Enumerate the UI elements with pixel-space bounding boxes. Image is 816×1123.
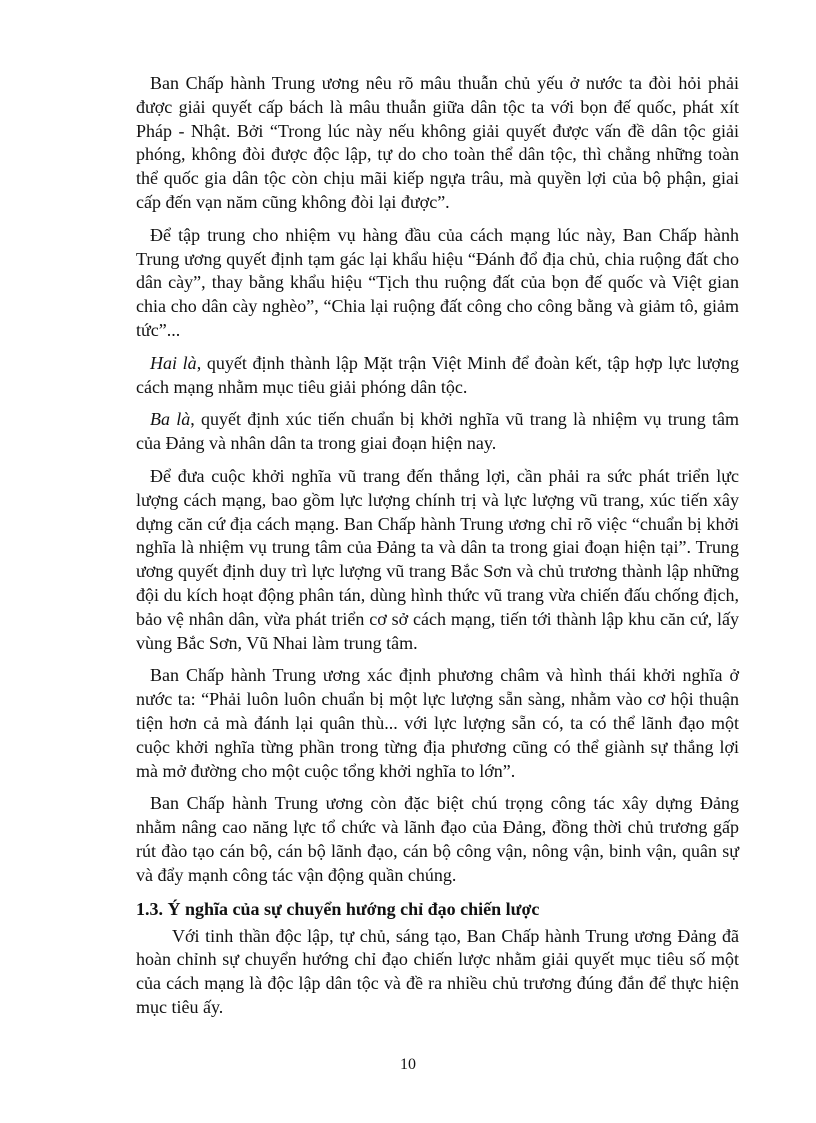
paragraph-6: Ban Chấp hành Trung ương xác định phương châm và hình thái khởi nghĩa ở nước ta: “Phải luôn luôn chuẩn bị một lực lượng sẵn sàng, nhằm vào cơ hội thuận tiện hơn cả mà đánh lại quân thù... với lực lượng sẵn có, ta có thể lãnh đạo một cuộc khởi nghĩa từng phần trong từng địa phương cũng có thể giành sự thắng lợi mà mở đường cho một cuộc tổng khởi nghĩa to lớn”. [136, 665, 739, 781]
final-paragraph: Với tinh thần độc lập, tự chủ, sáng tạo, Ban Chấp hành Trung ương Đảng đã hoàn chỉnh sự chuyển hướng chỉ đạo chiến lược nhằm giải quyết mục tiêu số một của cách mạng là độc lập dân tộc và đề ra nhiều chủ trương đúng đắn để thực hiện mục tiêu ấy. [136, 925, 739, 1017]
paragraph-2: Để tập trung cho nhiệm vụ hàng đầu của cách mạng lúc này, Ban Chấp hành Trung ương quyết định tạm gác lại khẩu hiệu “Đánh đổ địa chủ, chia ruộng đất cho dân cày”, thay bằng khẩu hiệu “Tịch thu ruộng đất của bọn đế quốc và Việt gian chia cho dân cày nghèo”, “Chia lại ruộng đất công cho công bằng và giảm tô, giảm tức”... [136, 224, 739, 340]
ba-la-lead: Ba là [150, 409, 191, 430]
paragraph-5: Để đưa cuộc khởi nghĩa vũ trang đến thắng lợi, cần phải ra sức phát triển lực lượng cách mạng, bao gồm lực lượng chính trị và lực lượng vũ trang, xúc tiến xây dựng căn cứ địa cách mạng. Ban Chấp hành Trung ương chỉ rõ việc “chuẩn bị khởi nghĩa là nhiệm vụ trung tâm của Đảng ta và dân ta trong giai đoạn hiện tại”. Trung ương quyết định duy trì lực lượng vũ trang Bắc Sơn và chủ trương thành lập những đội du kích hoạt động phân tán, dùng hình thức vũ trang vừa chiến đấu chống địch, bảo vệ nhân dân, vừa phát triển cơ sở cách mạng, tiến tới thành lập khu căn cứ, lấy vùng Bắc Sơn, Vũ Nhai làm trung tâm. [136, 465, 739, 653]
hai-la-text: , quyết định thành lập Mặt trận Việt Minh để đoàn kết, tập hợp lực lượng cách mạng nhằm mục tiêu giải phóng dân tộc. [136, 352, 739, 397]
paragraph-ba-la [136, 408, 739, 456]
paragraph-1: Ban Chấp hành Trung ương nêu rõ mâu thuẫn chủ yếu ở nước ta đòi hỏi phải được giải quyết cấp bách là mâu thuẫn giữa dân tộc ta với bọn đế quốc, phát xít Pháp - Nhật. Bởi “Trong lúc này nếu không giải quyết được vấn đề dân tộc giải phóng, không đòi được độc lập, tự do cho toàn thể dân tộc, thì chẳng những toàn thể quốc gia dân tộc còn chịu mãi kiếp ngựa trâu, mà quyền lợi của bộ phận, giai cấp đến vạn năm cũng không đòi lại được”. [136, 73, 739, 212]
page-number: 10 [400, 1056, 416, 1073]
hai-la-lead: Hai là [150, 352, 197, 373]
paragraph-7: Ban Chấp hành Trung ương còn đặc biệt chú trọng công tác xây dựng Đảng nhằm nâng cao năng lực tổ chức và lãnh đạo của Đảng, đồng thời chủ trương gấp rút đào tạo cán bộ, cán bộ lãnh đạo, cán bộ công vận, nông vận, binh vận, quân sự và đẩy mạnh công tác vận động quần chúng. [136, 793, 739, 885]
section-heading: 1.3. Ý nghĩa của sự chuyển hướng chỉ đạo chiến lược [136, 898, 540, 919]
paragraph-hai-la [136, 352, 739, 400]
body-text [136, 72, 739, 1029]
ba-la-text: , quyết định xúc tiến chuẩn bị khởi nghĩa vũ trang là nhiệm vụ trung tâm của Đảng và nhân dân ta trong giai đoạn hiện nay. [136, 409, 740, 454]
